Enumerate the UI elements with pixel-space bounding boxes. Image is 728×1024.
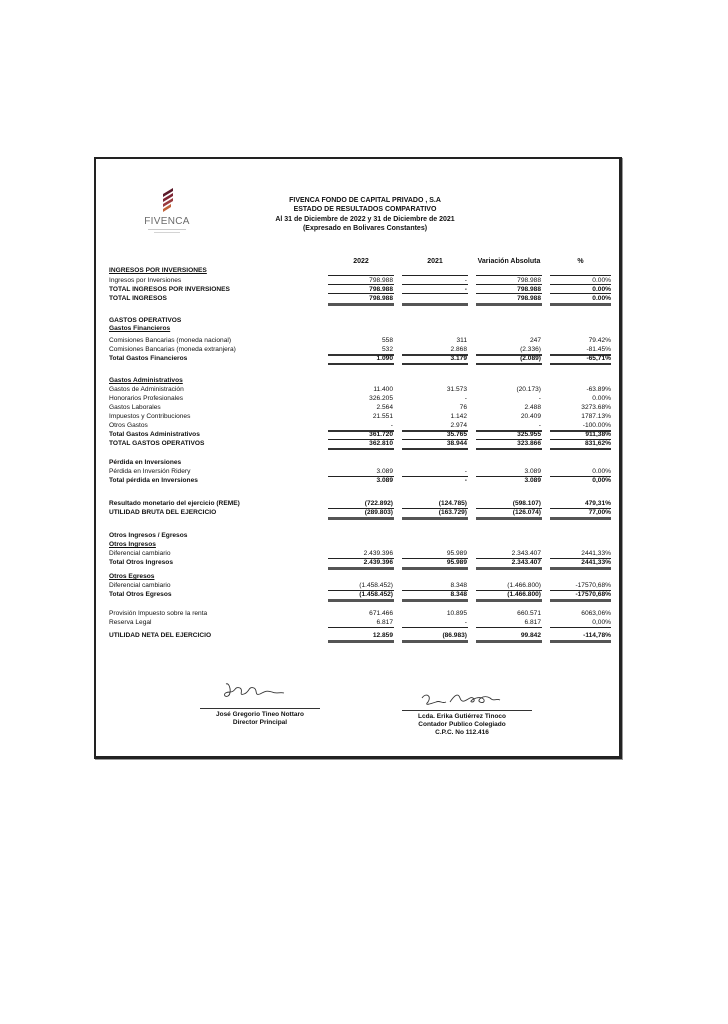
table-row xyxy=(109,430,611,439)
value-2021: 2.974 xyxy=(450,422,467,429)
value-variation: 6.817 xyxy=(524,619,541,626)
value-percent: 79.42% xyxy=(588,337,611,344)
logo-wordmark: FIVENCA xyxy=(144,216,190,227)
table-row xyxy=(109,266,611,275)
value-2021: 8.348 xyxy=(450,591,467,598)
table-row xyxy=(109,609,611,618)
table-row xyxy=(109,403,611,412)
table-row xyxy=(109,294,611,303)
value-2022: 3.089 xyxy=(376,468,393,475)
fivenca-stripes-icon xyxy=(157,186,177,216)
value-variation: 798.988 xyxy=(517,277,541,284)
value-percent: -17570,68% xyxy=(575,582,611,589)
rule-line xyxy=(402,448,468,450)
value-variation: (2.089) xyxy=(520,355,541,362)
table-row xyxy=(109,394,611,403)
row-label: Provisión Impuesto sobre la renta xyxy=(109,610,208,617)
rule-line xyxy=(550,275,611,276)
value-2021: 2.868 xyxy=(450,346,467,353)
value-percent: 1787.13% xyxy=(581,413,611,420)
row-label: TOTAL INGRESOS POR INVERSIONES xyxy=(109,286,230,293)
table-row xyxy=(109,412,611,421)
rule-line xyxy=(550,517,611,520)
value-2022: 558 xyxy=(381,337,393,344)
value-percent: 0,00% xyxy=(592,477,611,484)
rule-line xyxy=(476,517,542,520)
value-variation: - xyxy=(538,422,541,429)
rule-line xyxy=(476,363,542,365)
value-variation: - xyxy=(538,395,541,402)
value-2021: (124.785) xyxy=(438,500,467,507)
table-row xyxy=(109,549,611,558)
value-2021: - xyxy=(464,619,467,626)
rule-line xyxy=(476,640,542,643)
rule-line xyxy=(402,599,468,602)
rule-line xyxy=(402,567,468,570)
table-row xyxy=(109,354,611,363)
signature-accountant xyxy=(410,690,530,710)
value-percent: -17570,68% xyxy=(575,591,611,598)
row-label: Total pérdida en Inversiones xyxy=(109,477,198,484)
value-percent: 911,38% xyxy=(585,431,611,438)
table-row xyxy=(109,467,611,476)
rule-line xyxy=(550,627,611,628)
value-variation: 325.955 xyxy=(517,431,541,438)
rule-line xyxy=(328,363,394,365)
table-row xyxy=(109,581,611,590)
value-variation: (126.074) xyxy=(512,509,541,516)
rule-line xyxy=(402,275,468,276)
value-variation: 3.089 xyxy=(524,468,541,475)
row-label: Impuestos y Contribuciones xyxy=(109,413,191,420)
row-label: GASTOS OPERATIVOS xyxy=(109,317,182,324)
value-2021: (86.983) xyxy=(442,632,467,639)
value-2022: 798.988 xyxy=(369,277,393,284)
value-2022: - xyxy=(390,422,393,429)
row-label: TOTAL GASTOS OPERATIVOS xyxy=(109,440,205,447)
row-label: Total Otros Ingresos xyxy=(109,559,173,566)
handwritten-signature-icon xyxy=(220,680,300,700)
row-label: Gastos Financieros xyxy=(109,325,171,332)
row-label: Diferencial cambiario xyxy=(109,582,171,589)
value-2021: - xyxy=(464,395,467,402)
statement-currency-note: (Expresado en Bolivares Constantes) xyxy=(302,224,428,232)
value-2021: 38.944 xyxy=(446,440,467,447)
value-variation: 99.842 xyxy=(520,632,541,639)
value-variation: 247 xyxy=(529,337,541,344)
value-2021: - xyxy=(464,468,467,475)
value-percent: 0.00% xyxy=(592,277,611,284)
value-2022: (1.458.452) xyxy=(359,582,393,589)
logo-tagline xyxy=(148,229,186,230)
value-percent: -65,71% xyxy=(586,355,611,362)
rule-line xyxy=(328,303,394,306)
row-label: Resultado monetario del ejercicio (REME) xyxy=(109,500,240,507)
rule-line xyxy=(476,303,542,306)
value-2022: (722.892) xyxy=(364,500,393,507)
value-variation: 2.488 xyxy=(524,404,541,411)
table-row xyxy=(109,421,611,430)
value-2022: 326.205 xyxy=(369,395,393,402)
rule-line xyxy=(476,293,542,294)
table-row xyxy=(109,508,611,517)
value-2022: 3.089 xyxy=(376,477,393,484)
value-percent: 77,00% xyxy=(588,509,611,516)
value-2021: 3.179 xyxy=(450,355,467,362)
value-percent: 831,62% xyxy=(584,440,611,447)
row-label: Reserva Legal xyxy=(109,619,152,626)
value-2021: 95.989 xyxy=(446,559,467,566)
value-variation: 2.343.407 xyxy=(511,559,541,566)
column-header-2022: 2022 xyxy=(353,258,369,265)
table-row xyxy=(109,572,611,581)
row-label: Diferencial cambiario xyxy=(109,550,171,557)
rule-line xyxy=(328,293,394,294)
value-2021: - xyxy=(464,477,467,484)
value-2021: 10.895 xyxy=(446,610,467,617)
value-2022: 6.817 xyxy=(376,619,393,626)
rule-line xyxy=(476,599,542,602)
table-row xyxy=(109,336,611,345)
value-percent: 0.00% xyxy=(592,468,611,475)
rule-line xyxy=(402,517,468,520)
signature-line-director xyxy=(200,708,320,709)
row-label: Total Gastos Administrativos xyxy=(109,431,200,438)
value-variation: 798.988 xyxy=(517,286,541,293)
value-variation: 3.089 xyxy=(524,477,541,484)
rule-line xyxy=(550,448,611,450)
row-label: TOTAL INGRESOS xyxy=(109,295,167,302)
rule-line xyxy=(402,627,468,628)
row-label: Comisiones Bancarias (moneda extranjera) xyxy=(109,346,236,353)
signature-director xyxy=(190,680,310,700)
rule-line xyxy=(550,303,611,306)
table-row xyxy=(109,540,611,549)
row-label: Total Gastos Financieros xyxy=(109,355,188,362)
value-2022: 362.810 xyxy=(369,440,393,447)
value-percent: 479,31% xyxy=(584,500,611,507)
signatory-director xyxy=(190,711,330,727)
logo-tagline-2 xyxy=(154,232,180,233)
value-2022: 11.400 xyxy=(373,386,393,393)
column-header-2021: 2021 xyxy=(427,258,443,265)
rule-line xyxy=(328,275,394,276)
signatory-role: Contador Publico Colegiado xyxy=(418,721,506,728)
table-row xyxy=(109,590,611,599)
row-label: UTILIDAD NETA DEL EJERCICIO xyxy=(109,632,212,639)
value-2022: 532 xyxy=(381,346,393,353)
row-label: Otros Ingresos xyxy=(109,541,156,548)
value-2022: 2.564 xyxy=(376,404,393,411)
rule-line xyxy=(550,284,611,285)
value-variation: (2.336) xyxy=(520,346,541,353)
value-percent: 0,00% xyxy=(592,619,611,626)
rule-line xyxy=(328,448,394,450)
table-row xyxy=(109,458,611,467)
rule-line xyxy=(402,293,468,294)
signatory-license: C.P.C. No 112.416 xyxy=(435,729,489,736)
value-variation: 660.571 xyxy=(517,610,541,617)
row-label: Otros Ingresos / Egresos xyxy=(109,532,188,539)
rule-line xyxy=(328,599,394,602)
value-2021: 1.142 xyxy=(450,413,467,420)
value-2021: 311 xyxy=(456,337,467,344)
value-2021: 95.989 xyxy=(446,550,467,557)
statement-period: Al 31 de Diciembre de 2022 y 31 de Diciembre de 2021 xyxy=(275,215,455,223)
table-row xyxy=(109,324,611,333)
value-2021: 31.573 xyxy=(446,386,467,393)
table-row xyxy=(109,439,611,448)
value-variation: (598.107) xyxy=(512,500,541,507)
row-label: Gastos Administrativos xyxy=(109,377,183,384)
column-header-percent: % xyxy=(577,258,584,265)
table-row xyxy=(109,631,611,640)
row-label: Gastos Laborales xyxy=(109,404,161,411)
company-name: FIVENCA FONDO DE CAPITAL PRIVADO , S.A xyxy=(289,197,441,204)
rule-line xyxy=(550,599,611,602)
table-row xyxy=(109,558,611,567)
row-label: Total Otros Egresos xyxy=(109,591,172,598)
rule-line xyxy=(328,627,394,628)
value-percent: -63.89% xyxy=(586,386,611,393)
statement-title: ESTADO DE RESULTADOS COMPARATIVO xyxy=(293,206,437,214)
company-logo xyxy=(134,186,200,236)
rule-line xyxy=(550,567,611,570)
row-label: Comisiones Bancarias (moneda nacional) xyxy=(109,337,232,344)
signature-line-accountant xyxy=(402,710,532,711)
rule-line xyxy=(550,640,611,643)
signatory-accountant xyxy=(392,713,532,737)
value-2022: 361.720 xyxy=(369,431,393,438)
value-percent: 2441,33% xyxy=(581,559,611,566)
row-label: INGRESOS POR INVERSIONES xyxy=(109,267,207,274)
value-2022: 798.988 xyxy=(369,295,393,302)
value-2022: 12.859 xyxy=(372,632,393,639)
rule-line xyxy=(328,640,394,643)
column-header-variation: Variación Absoluta xyxy=(477,258,541,265)
rule-line xyxy=(476,567,542,570)
value-percent: 0.00% xyxy=(592,286,611,293)
rule-line xyxy=(402,303,468,306)
value-2022: (289.803) xyxy=(364,509,393,516)
table-row xyxy=(109,618,611,627)
rule-line xyxy=(550,293,611,294)
row-label: Otros Gastos xyxy=(109,422,148,429)
signatory-role: Director Principal xyxy=(232,719,288,726)
row-label: Pérdida en Inversión Ridery xyxy=(109,468,191,475)
signatory-name: Lcda. Erika Gutiérrez Tinoco xyxy=(417,713,507,720)
table-row xyxy=(109,531,611,540)
table-row xyxy=(109,376,611,385)
value-2022: 1.090 xyxy=(376,355,393,362)
rule-line xyxy=(550,363,611,365)
row-label: UTILIDAD BRUTA DEL EJERCICIO xyxy=(109,509,217,516)
row-label: Honorarios Profesionales xyxy=(109,395,184,402)
value-2021: - xyxy=(464,286,467,293)
value-variation: 20.409 xyxy=(520,413,541,420)
value-2021: 8.348 xyxy=(450,582,467,589)
row-label: Gastos de Administración xyxy=(109,386,184,393)
value-percent: -114,78% xyxy=(583,632,611,639)
value-2021: 76 xyxy=(459,404,467,411)
rule-line xyxy=(476,275,542,276)
value-percent: -100.00% xyxy=(582,422,611,429)
rule-line xyxy=(328,517,394,520)
table-row xyxy=(109,499,611,508)
value-percent: 0.00% xyxy=(592,295,611,302)
table-row xyxy=(109,476,611,485)
rule-line xyxy=(402,363,468,365)
row-label: Ingresos por Inversiones xyxy=(109,277,182,284)
value-variation: (1.466.800) xyxy=(507,591,541,598)
value-2022: 798.988 xyxy=(369,286,393,293)
table-row xyxy=(109,345,611,354)
rule-line xyxy=(402,284,468,285)
value-variation: 323.866 xyxy=(517,440,541,447)
value-2021: - xyxy=(464,277,467,284)
value-2022: 2.439.396 xyxy=(363,550,393,557)
value-percent: 2441,33% xyxy=(581,550,611,557)
row-label: Otros Egresos xyxy=(109,573,155,580)
rule-line xyxy=(476,284,542,285)
value-2022: (1.458.452) xyxy=(359,591,393,598)
value-2022: 671.466 xyxy=(369,610,393,617)
rule-line xyxy=(328,567,394,570)
value-percent: 3273.68% xyxy=(581,404,611,411)
value-variation: (20.173) xyxy=(516,386,541,393)
value-variation: 798.988 xyxy=(517,295,541,302)
value-2022: 21.551 xyxy=(372,413,393,420)
signatory-name: José Gregorio Tineo Nottaro xyxy=(215,711,304,718)
value-variation: (1.466.800) xyxy=(507,582,541,589)
rule-line xyxy=(402,640,468,643)
rule-line xyxy=(476,627,542,628)
value-2021: (163.729) xyxy=(438,509,467,516)
rule-line xyxy=(476,448,542,450)
value-2022: 2.439.396 xyxy=(363,559,393,566)
value-percent: 6063,06% xyxy=(581,610,611,617)
table-row xyxy=(109,385,611,394)
value-percent: 0.00% xyxy=(592,395,611,402)
row-label: Pérdida en Inversiones xyxy=(109,459,182,466)
value-2021: 35.765 xyxy=(446,431,467,438)
value-percent: -81.45% xyxy=(586,346,611,353)
handwritten-signature-icon xyxy=(410,690,510,708)
rule-line xyxy=(328,284,394,285)
statement-header xyxy=(230,196,500,233)
value-variation: 2.343.407 xyxy=(511,550,541,557)
